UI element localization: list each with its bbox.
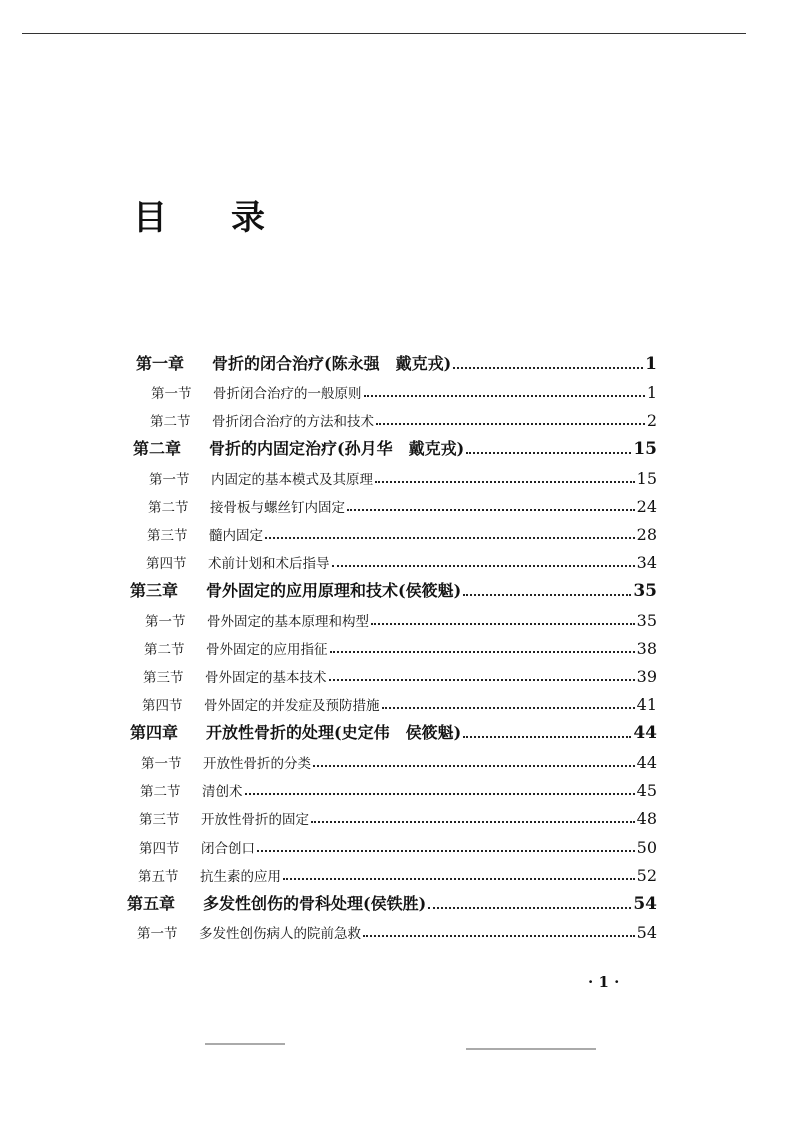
title-char-2: 录 xyxy=(231,198,265,238)
toc-title: 清创术 xyxy=(202,784,243,800)
toc-title: 骨外固定的应用指征 xyxy=(206,642,328,658)
toc-title: 多发性创伤的骨科处理(侯铁胜) xyxy=(203,894,427,913)
toc-title: 开放性骨折的处理(史定伟 侯筱魁) xyxy=(206,723,462,742)
toc-leader-dots xyxy=(347,509,635,511)
toc-title: 骨折闭合治疗的方法和技术 xyxy=(212,414,374,430)
toc-label: 第二节 xyxy=(148,500,189,516)
toc-chapter-row xyxy=(127,892,657,914)
toc-label: 第一节 xyxy=(141,756,182,772)
toc-leader-dots xyxy=(382,707,635,709)
toc-leader-dots xyxy=(375,481,635,483)
toc-leader-dots xyxy=(453,367,643,369)
toc-page-number: 15 xyxy=(636,469,657,488)
toc-title: 骨外固定的应用原理和技术(侯筱魁) xyxy=(206,581,462,600)
toc-label: 第一节 xyxy=(137,926,178,942)
toc-label: 第二节 xyxy=(150,414,191,430)
toc-chapter-row xyxy=(136,352,657,374)
toc-title: 骨折的内固定治疗(孙月华 戴克戎) xyxy=(209,439,465,458)
toc-section-row xyxy=(147,522,657,544)
toc-leader-dots xyxy=(463,594,631,596)
scan-mark-left xyxy=(205,1043,285,1045)
toc-page-number: 50 xyxy=(636,838,657,857)
toc-label: 第四节 xyxy=(139,841,180,857)
toc-title: 骨外固定的基本原理和构型 xyxy=(207,614,369,630)
toc-page-number: 45 xyxy=(636,781,657,800)
toc-page-number: 44 xyxy=(633,723,657,743)
toc-page-number: 1 xyxy=(646,383,657,402)
toc-label: 第三节 xyxy=(147,528,188,544)
toc-section-row xyxy=(140,778,657,800)
toc-leader-dots xyxy=(332,565,635,567)
toc-leader-dots xyxy=(313,765,635,767)
top-rule xyxy=(22,33,746,34)
toc-page-number: 52 xyxy=(636,866,657,885)
toc-label: 第四章 xyxy=(130,723,179,742)
toc-label: 第二章 xyxy=(133,439,182,458)
toc-title: 骨折闭合治疗的一般原则 xyxy=(213,386,362,402)
toc-label: 第三节 xyxy=(139,812,180,828)
toc-page-number: 24 xyxy=(636,497,657,516)
toc-page-number: 35 xyxy=(633,581,657,601)
toc-title: 骨折的闭合治疗(陈永强 戴克戎) xyxy=(212,354,452,373)
toc-label: 第二节 xyxy=(140,784,181,800)
toc-section-row xyxy=(150,408,657,430)
toc-leader-dots xyxy=(466,452,631,454)
toc-label: 第一章 xyxy=(136,354,185,373)
toc-title: 髓内固定 xyxy=(209,528,263,544)
toc-title: 内固定的基本模式及其原理 xyxy=(211,472,373,488)
title-char-1: 目 xyxy=(133,198,167,238)
toc-label: 第一节 xyxy=(151,386,192,402)
toc-label: 第一节 xyxy=(149,472,190,488)
toc-chapter-row xyxy=(130,721,657,743)
toc-section-row xyxy=(148,494,657,516)
toc-leader-dots xyxy=(330,651,635,653)
page-number: · 1 · xyxy=(588,973,620,991)
toc-section-row xyxy=(149,466,657,488)
toc-section-row xyxy=(139,835,657,857)
scan-mark-right xyxy=(466,1048,596,1050)
toc-section-row xyxy=(143,664,657,686)
toc-page-number: 54 xyxy=(633,894,657,914)
toc-leader-dots xyxy=(428,907,631,909)
toc-title: 闭合创口 xyxy=(201,841,255,857)
toc-chapter-row xyxy=(133,437,657,459)
toc-section-row xyxy=(144,636,657,658)
toc-label: 第四节 xyxy=(146,556,187,572)
toc-leader-dots xyxy=(329,679,635,681)
toc-page-number: 2 xyxy=(646,411,657,430)
toc-page-number: 15 xyxy=(633,439,657,459)
toc-label: 第三章 xyxy=(130,581,179,600)
toc-page-number: 28 xyxy=(636,525,657,544)
toc-label: 第三节 xyxy=(143,670,184,686)
toc-leader-dots xyxy=(463,736,631,738)
toc-title: 骨外固定的并发症及预防措施 xyxy=(204,698,380,714)
toc-leader-dots xyxy=(265,537,635,539)
toc-leader-dots xyxy=(283,878,635,880)
toc-section-row xyxy=(145,608,657,630)
toc-title: 多发性创伤病人的院前急救 xyxy=(199,926,361,942)
toc-title: 术前计划和术后指导 xyxy=(208,556,330,572)
toc-page-number: 38 xyxy=(636,639,657,658)
toc-leader-dots xyxy=(364,395,645,397)
toc-page-number: 54 xyxy=(636,923,657,942)
toc-label: 第二节 xyxy=(144,642,185,658)
toc-chapter-row xyxy=(130,579,657,601)
toc-title: 抗生素的应用 xyxy=(200,869,281,885)
toc-leader-dots xyxy=(311,821,635,823)
toc-leader-dots xyxy=(376,423,645,425)
toc-page-number: 48 xyxy=(636,809,657,828)
toc-label: 第一节 xyxy=(145,614,186,630)
toc-title: 开放性骨折的固定 xyxy=(201,812,309,828)
toc-page-number: 41 xyxy=(636,695,657,714)
toc-leader-dots xyxy=(371,623,635,625)
toc-page-number: 44 xyxy=(636,753,657,772)
toc-section-row xyxy=(146,550,657,572)
toc-page-number: 39 xyxy=(636,667,657,686)
toc-section-row xyxy=(138,863,657,885)
toc-label: 第四节 xyxy=(142,698,183,714)
toc-leader-dots xyxy=(257,850,635,852)
toc-page-number: 34 xyxy=(636,553,657,572)
toc-page-number: 1 xyxy=(645,354,657,374)
toc-page-number: 35 xyxy=(636,611,657,630)
toc-leader-dots xyxy=(245,793,635,795)
toc-title: 骨外固定的基本技术 xyxy=(205,670,327,686)
toc-section-row xyxy=(141,750,657,772)
toc-title: 开放性骨折的分类 xyxy=(203,756,311,772)
toc-section-row xyxy=(137,920,657,942)
toc-leader-dots xyxy=(363,935,635,937)
toc-title: 接骨板与螺丝钉内固定 xyxy=(210,500,345,516)
toc-section-row xyxy=(151,380,657,402)
toc-label: 第五章 xyxy=(127,894,176,913)
toc-label: 第五节 xyxy=(138,869,179,885)
toc-section-row xyxy=(139,806,657,828)
toc-section-row xyxy=(142,692,657,714)
